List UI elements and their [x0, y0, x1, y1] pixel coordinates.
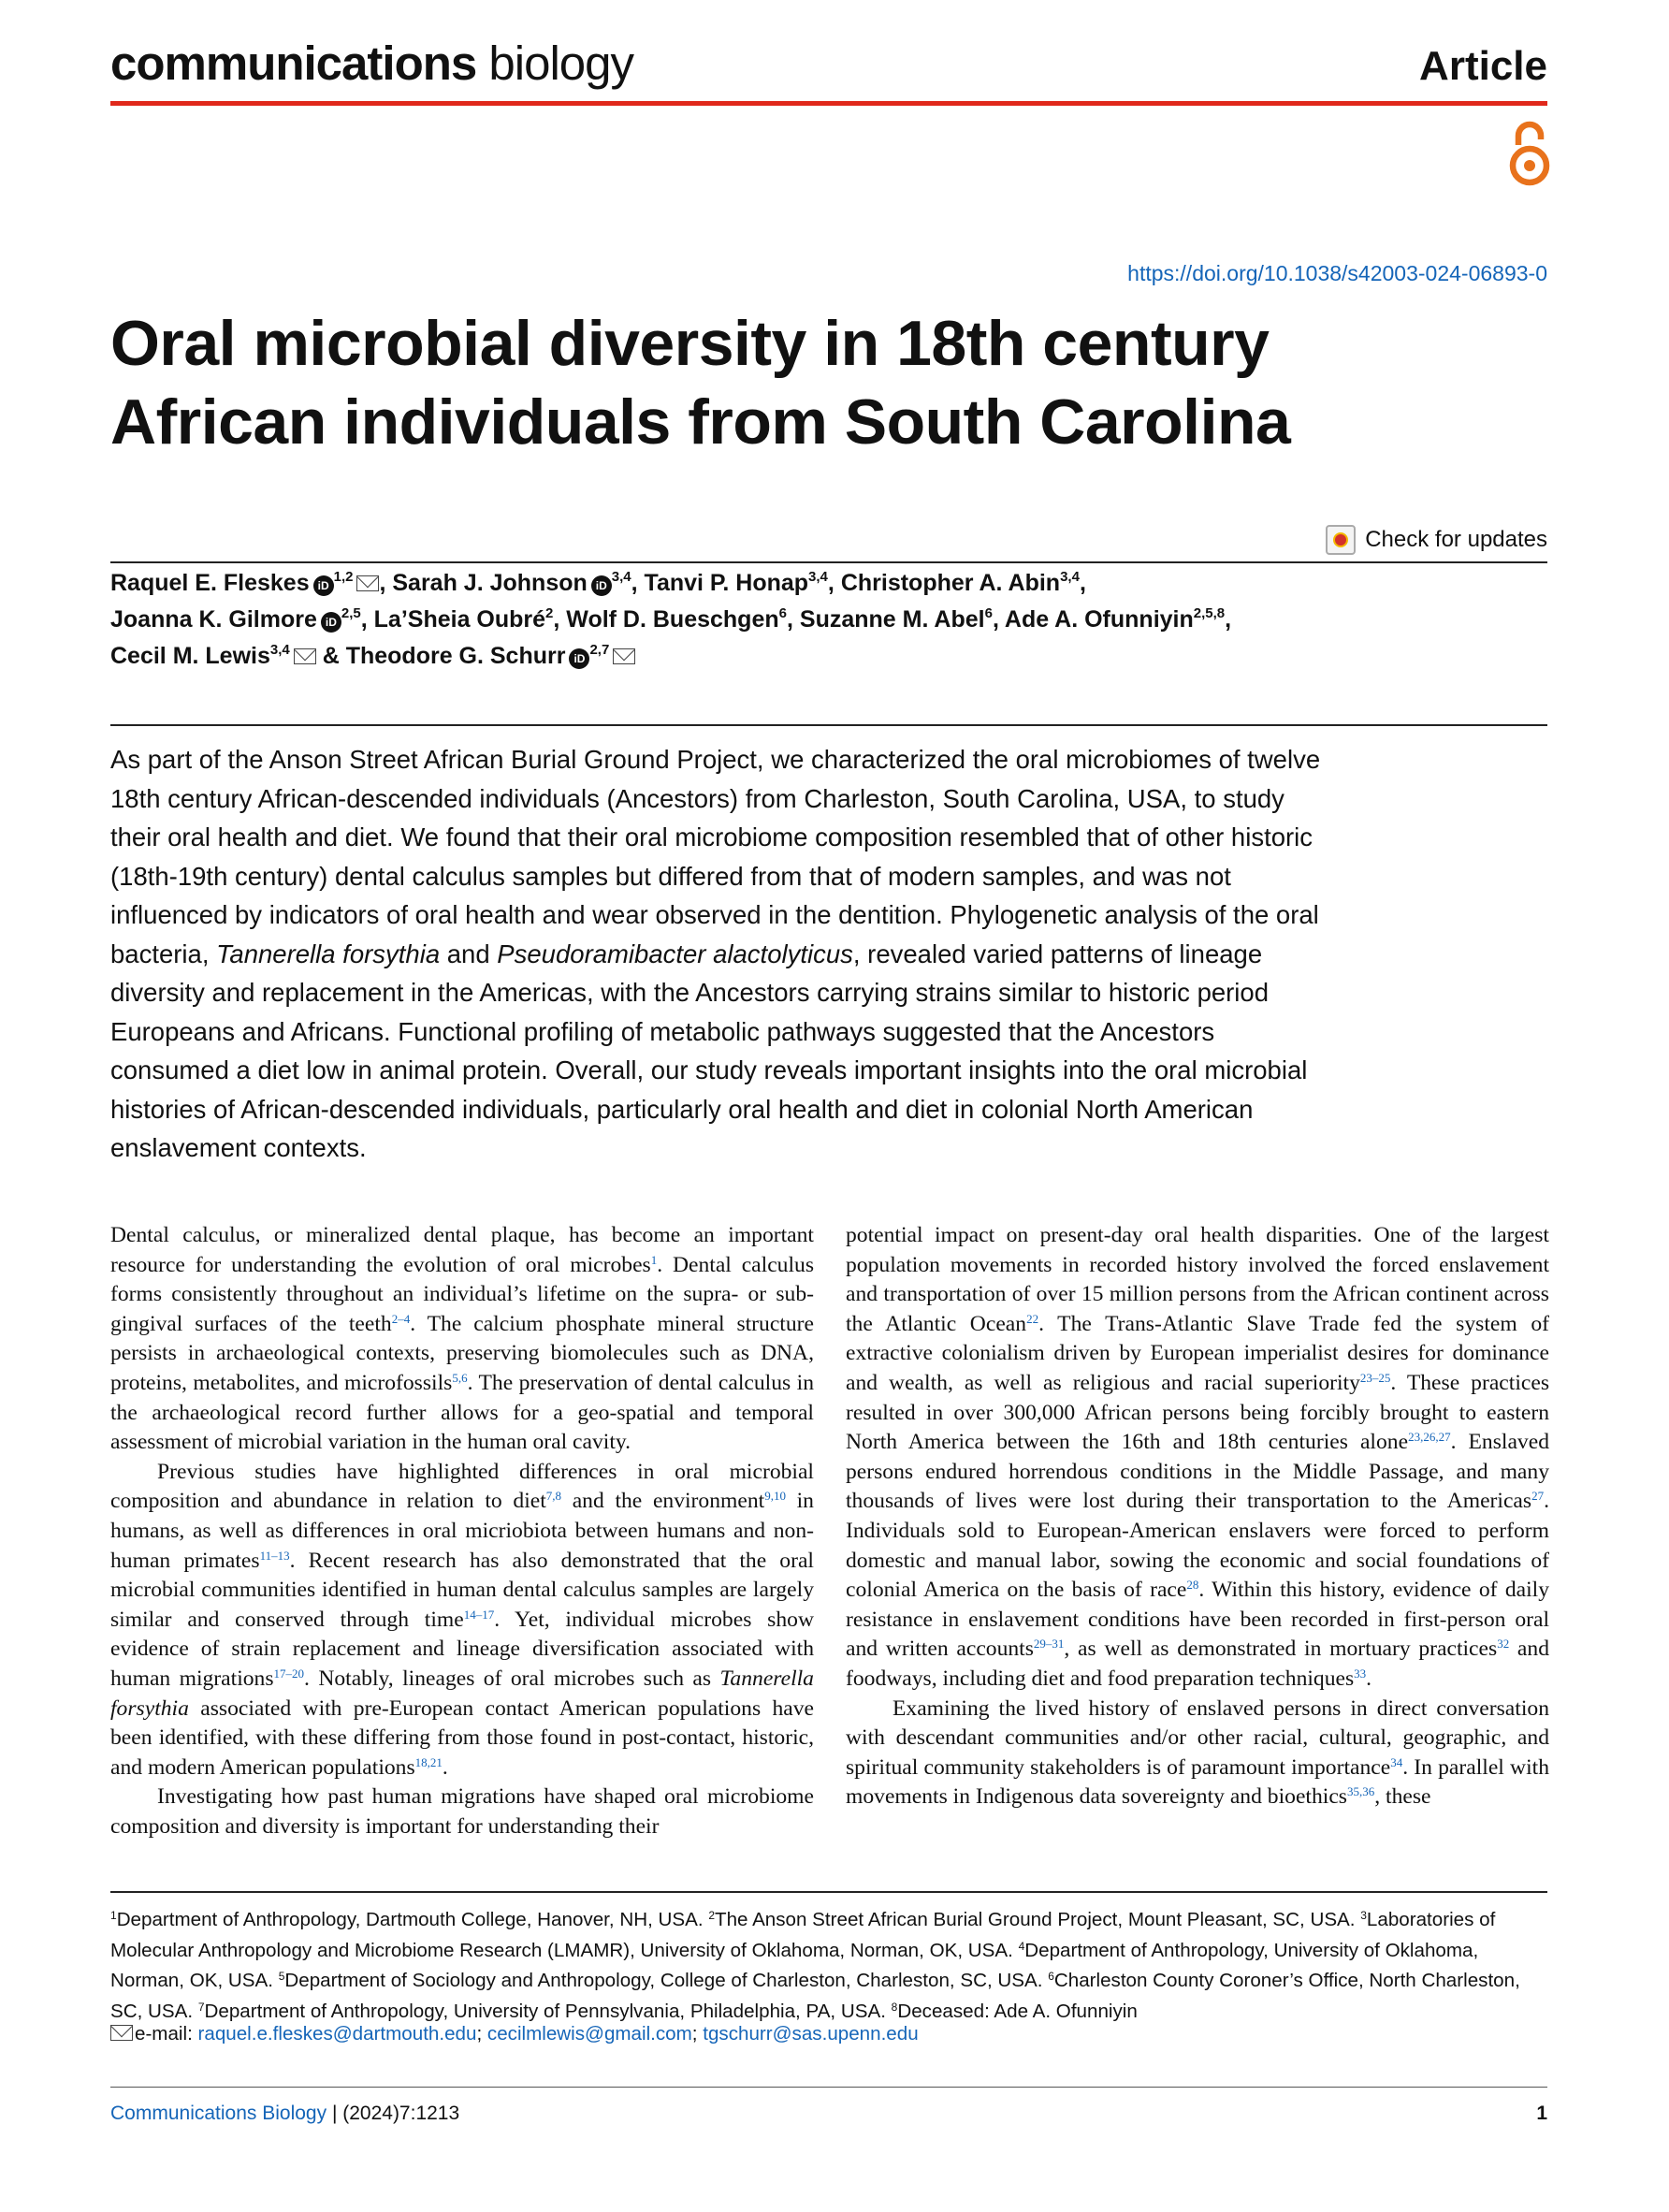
body-text: . The preservation of dental calculus in the archaeological record further allows for a geo-spatial and temporal assessment of microbial variation in the human oral cavity.	[110, 1370, 814, 1455]
citation-ref[interactable]: 32	[1497, 1637, 1510, 1652]
author-name: La’Sheia Oubré	[373, 606, 546, 633]
body-text: and foodways, including diet and food preparation techniques	[846, 1637, 1549, 1691]
author-separator: ,	[360, 606, 374, 633]
body-text: associated with pre-European contact American populations have been identified, with these differing from those found in post-contact, historic, and modern American populations	[110, 1695, 814, 1780]
body-text: , as well as demonstrated in mortuary practices	[1064, 1637, 1498, 1662]
citation-ref[interactable]: 1	[650, 1252, 658, 1267]
open-access-icon	[1506, 117, 1553, 190]
citation-ref[interactable]: 5,6	[452, 1370, 468, 1385]
body-text: .	[1366, 1666, 1372, 1691]
email-icon[interactable]	[294, 648, 316, 664]
journal-name	[110, 36, 633, 92]
body-text: . The calcium phosphate mineral structure persists in archaeological contexts, preserving biomolecules such as DNA, proteins, metabolites, and microfossils	[110, 1311, 814, 1395]
author-name: Sarah J. Johnson	[392, 570, 588, 596]
body-text: Tannerella forsythia	[110, 1666, 814, 1721]
email-icon	[110, 2025, 133, 2041]
title-line-2: African individuals from South Carolina	[110, 386, 1291, 458]
affiliation-text: Charleston County Coroner’s Office, North Charleston, SC, USA.	[110, 1970, 1520, 2022]
affiliation-text: Department of Anthropology, University of Oklahoma, Norman, OK, USA.	[110, 1939, 1479, 1991]
author-separator: ,	[1079, 570, 1086, 596]
body-text: potential impact on present-day oral health disparities. One of the largest population movements in recorded history involved the forced enslavement and transportation of over 15 million persons from the African continent across the Atlantic Ocean	[846, 1223, 1549, 1336]
citation-ref[interactable]: 29–31	[1033, 1637, 1065, 1652]
affiliation-text: Laboratories of Molecular Anthropology and Microbiome Research (LMAMR), University of Oklahoma, Norman, OK, USA.	[110, 1909, 1496, 1961]
check-updates-label: Check for updates	[1365, 527, 1547, 552]
author-separator: ,	[631, 570, 645, 596]
author-name: Joanna K. Gilmore	[110, 606, 317, 633]
citation-ref[interactable]: 35,36	[1347, 1784, 1375, 1799]
author-affiliation-ref: 2,5,8	[1193, 605, 1226, 621]
citation-ref[interactable]: 23–25	[1359, 1370, 1391, 1385]
citation-ref[interactable]: 17–20	[273, 1666, 305, 1681]
author-name: Ade A. Ofunniyin	[1004, 606, 1194, 633]
citation-ref[interactable]: 11–13	[259, 1548, 290, 1563]
email-icon[interactable]	[613, 648, 635, 664]
affiliation-number: 1	[110, 1909, 117, 1922]
author[interactable]	[110, 570, 379, 596]
abstract-text-1: As part of the Anson Street African Burial Ground Project, we characterized the oral microbiomes of twelve 18th century African-descended individuals (Ancestors) from Charleston, South Carolina, USA, to study their oral health and diet. We found that their oral microbiome composition resembled that of other historic (18th-19th century) dental calculus samples but differed from that of modern samples, and was not influenced by indicators of oral health and wear observed in the dentition. Phylogenetic analysis of the oral bacteria,	[110, 745, 1321, 968]
citation-ref[interactable]: 18,21	[414, 1754, 443, 1769]
affiliation-number: 4	[1018, 1939, 1025, 1953]
affiliation-text: Department of Anthropology, University of Pennsylvania, Philadelphia, PA, USA.	[204, 2000, 892, 2022]
citation-ref[interactable]: 14–17	[463, 1607, 495, 1622]
body-text: . Within this history, evidence of daily resistance in enslavement conditions have been recorded in first-person oral and written accounts	[846, 1578, 1550, 1662]
footer-journal-link[interactable]: Communications Biology	[110, 2103, 327, 2124]
body-text: . Recent research has also demonstrated that the oral microbial communities identified in human dental calculus samples are largely similar and conserved through time	[110, 1548, 814, 1632]
email-label: e-mail:	[135, 2023, 198, 2045]
author[interactable]	[566, 606, 787, 633]
citation-ref[interactable]: 9,10	[764, 1489, 786, 1504]
body-text: . Dental calculus forms consistently throughout an individual’s lifetime on the supra- or sub-gingival surfaces of the teeth	[110, 1252, 815, 1336]
body-paragraph: Investigating how past human migrations have shaped oral microbiome composition and diversity is important for understanding their	[110, 1784, 814, 1839]
authors-rule	[110, 561, 1547, 563]
author-name: Tanvi P. Honap	[644, 570, 809, 596]
doi-link[interactable]: https://doi.org/10.1038/s42003-024-06893-0	[1127, 261, 1547, 285]
body-text: in humans, as well as differences in oral micriobiota between humans and non-human primates	[110, 1489, 814, 1573]
affiliation-number: 8	[891, 2000, 898, 2014]
body-text: and the environment	[561, 1489, 765, 1514]
email-link[interactable]: raquel.e.fleskes@dartmouth.edu	[197, 2023, 477, 2045]
affiliations	[110, 1905, 1551, 2027]
author-name: Raquel E. Fleskes	[110, 570, 310, 596]
affiliation-number: 7	[197, 2000, 205, 2014]
author-separator: ,	[379, 570, 393, 596]
body-paragraph	[110, 1221, 814, 1458]
author-affiliation-ref: 2	[545, 605, 554, 621]
citation-ref[interactable]: 7,8	[545, 1489, 562, 1504]
abstract-text-and: and	[440, 939, 498, 968]
author-name: Wolf D. Bueschgen	[566, 606, 779, 633]
body-text: Dental calculus, or mineralized dental plaque, has become an important resource for understanding the evolution of oral microbes	[110, 1223, 814, 1277]
check-for-updates-button[interactable]	[1326, 524, 1547, 556]
email-link[interactable]: cecilmlewis@gmail.com	[486, 2023, 692, 2045]
author-affiliation-ref: 3,4	[269, 642, 290, 658]
body-text: . Enslaved persons endured horrendous conditions in the Middle Passage, and many thousands of lives were lost during their transportation to the Americas	[846, 1430, 1550, 1514]
check-updates-icon	[1326, 525, 1356, 555]
abstract-species-2: Pseudoramibacter alactolyticus	[497, 939, 853, 968]
citation-ref[interactable]: 2–4	[391, 1311, 411, 1326]
author[interactable]	[346, 643, 636, 669]
citation-ref[interactable]: 34	[1390, 1754, 1403, 1769]
author-affiliation-ref: 2,5	[341, 605, 361, 621]
author-affiliation-ref: 2,7	[589, 642, 610, 658]
author-affiliation-ref: 1,2	[333, 569, 354, 585]
body-text: . These practices resulted in over 300,000 African persons being forcibly brought to eastern North America between the 16th and 18th centuries alone	[846, 1370, 1549, 1455]
body-text: . In parallel with movements in Indigenous data sovereignty and bioethics	[846, 1754, 1549, 1810]
email-separator: ;	[476, 2023, 487, 2045]
citation-ref[interactable]: 33	[1354, 1666, 1367, 1681]
orcid-icon[interactable]: iD	[591, 575, 612, 596]
orcid-icon[interactable]: iD	[313, 575, 334, 596]
author-affiliation-ref: 6	[984, 605, 993, 621]
abstract-rule	[110, 724, 1547, 726]
email-contacts	[110, 2019, 919, 2049]
citation-ref[interactable]: 27	[1531, 1489, 1545, 1504]
journal-name-bold: communications	[110, 36, 477, 90]
email-separator: ;	[691, 2023, 704, 2045]
abstract-species-1: Tannerella forsythia	[216, 939, 441, 968]
author-separator: ,	[992, 606, 1005, 633]
article-title	[110, 304, 1570, 461]
footnotes-rule	[110, 1891, 1547, 1893]
body-text: . Individuals sold to European-American enslavers were forced to perform domestic and manual labor, sowing the economic and social foundations of colonial America on the basis of race	[846, 1489, 1549, 1603]
body-paragraph	[846, 1695, 1549, 1812]
author-affiliation-ref: 6	[778, 605, 787, 621]
body-text: .	[442, 1754, 448, 1780]
author-separator: ,	[553, 606, 567, 633]
header-rule	[110, 101, 1547, 106]
journal-name-light: biology	[476, 36, 634, 90]
affiliation-text: Department of Anthropology, Dartmouth College, Hanover, NH, USA.	[116, 1909, 709, 1930]
author-affiliation-ref: 3,4	[1060, 569, 1080, 585]
author-name: Theodore G. Schurr	[345, 643, 566, 669]
email-link[interactable]: tgschurr@sas.upenn.edu	[703, 2023, 919, 2045]
author[interactable]	[800, 606, 993, 633]
author-list	[110, 565, 1551, 675]
body-text: Previous studies have highlighted differences in oral microbial composition and abundance in relation to diet	[110, 1459, 814, 1514]
author[interactable]	[110, 643, 316, 669]
author-name: Suzanne M. Abel	[799, 606, 985, 633]
author[interactable]	[645, 570, 828, 596]
body-text: . The Trans-Atlantic Slave Trade fed the system of extractive colonialism driven by European imperialist desires for dominance and wealth, as well as religious and racial superiority	[846, 1311, 1549, 1395]
author-affiliation-ref: 3,4	[611, 569, 631, 585]
author[interactable]	[1005, 606, 1225, 633]
abstract-text-2: , revealed varied patterns of lineage diversity and replacement in the Americas, with the Ancestors carrying strains similar to historic period Europeans and Africans. Functional profiling of metabolic pathways suggested that the Ancestors consumed a diet low in animal protein. Overall, our study reveals important insights into the oral microbial histories of African-descended individuals, particularly oral health and diet in colonial North American enslavement contexts.	[110, 939, 1308, 1162]
author-separator: ,	[827, 570, 841, 596]
footer-volume: | (2024)7:1213	[327, 2103, 460, 2124]
body-column-left	[110, 1221, 814, 1841]
article-type: Article	[1419, 43, 1547, 89]
orcid-icon[interactable]: iD	[321, 612, 341, 633]
author-name: Cecil M. Lewis	[110, 643, 270, 669]
citation-ref[interactable]: 28	[1186, 1578, 1199, 1593]
author-separator: &	[315, 643, 346, 669]
title-line-1: Oral microbial diversity in 18th century	[110, 308, 1270, 379]
citation-ref[interactable]: 23,26,27	[1408, 1430, 1451, 1445]
affiliation-number: 6	[1048, 1970, 1054, 1983]
affiliation-number: 2	[708, 1909, 715, 1922]
author-separator: ,	[786, 606, 800, 633]
affiliation-number: 3	[1360, 1909, 1367, 1922]
author-name: Christopher A. Abin	[840, 570, 1061, 596]
body-text: , these	[1374, 1784, 1431, 1810]
affiliation-text: Department of Sociology and Anthropology, College of Charleston, Charleston, SC, USA.	[284, 1970, 1049, 1991]
footer-rule	[110, 2087, 1547, 2088]
body-text: . Yet, individual microbes show evidence of strain replacement and lineage diversification associated with human migrations	[110, 1607, 814, 1691]
footer-citation	[110, 2100, 459, 2128]
author[interactable]	[841, 570, 1080, 596]
abstract	[110, 740, 1336, 1168]
author-separator: ,	[1225, 606, 1232, 633]
body-paragraph	[110, 1458, 814, 1783]
body-column-right	[846, 1221, 1549, 1812]
body-text: . Notably, lineages of oral microbes such as	[304, 1666, 720, 1691]
page-number: 1	[1536, 2103, 1547, 2124]
author[interactable]	[110, 606, 361, 633]
body-text: Examining the lived history of enslaved persons in direct conversation with descendant communities and/or other racial, cultural, geographic, and spiritual community stakeholders is of paramount importance	[846, 1695, 1549, 1780]
author[interactable]	[392, 570, 631, 596]
affiliation-number: 5	[278, 1970, 285, 1983]
email-icon[interactable]	[356, 575, 379, 591]
body-paragraph	[846, 1221, 1549, 1695]
affiliation-text: Deceased: Ade A. Ofunniyin	[897, 2000, 1138, 2022]
citation-ref[interactable]: 22	[1026, 1311, 1039, 1326]
author-affiliation-ref: 3,4	[808, 569, 828, 585]
author[interactable]	[374, 606, 554, 633]
orcid-icon[interactable]: iD	[569, 648, 589, 669]
affiliation-text: The Anson Street African Burial Ground Project, Mount Pleasant, SC, USA.	[715, 1909, 1361, 1930]
